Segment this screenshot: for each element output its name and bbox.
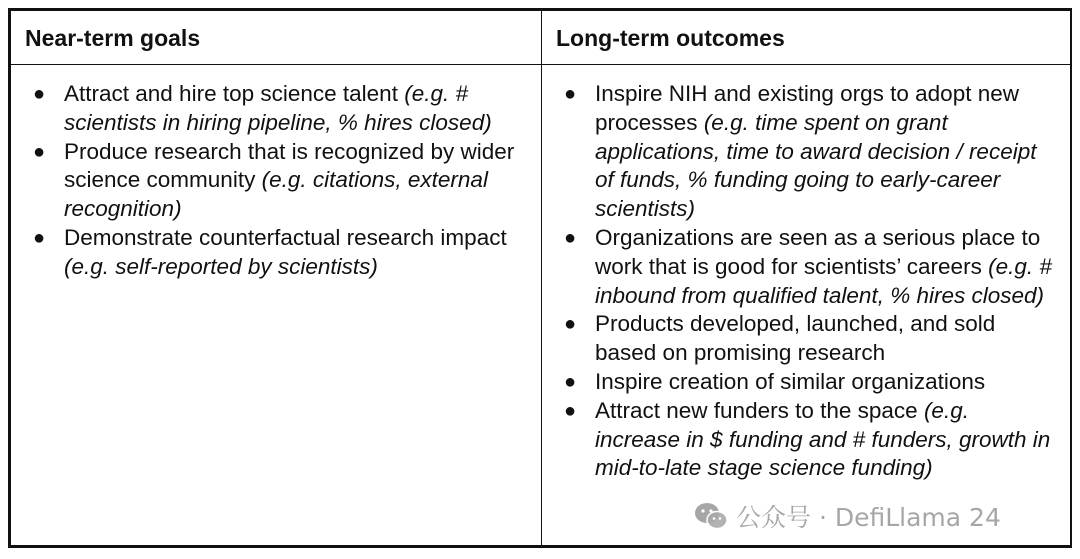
near-term-cell: [11, 65, 542, 546]
bullet-icon: ●: [33, 140, 46, 163]
bullet-icon: ●: [564, 226, 577, 249]
header-near-term-goals: Near-term goals: [11, 11, 542, 65]
list-item: [556, 368, 1060, 397]
goals-outcomes-table-frame: [8, 8, 1072, 548]
item-note: (e.g. increase in $ funding and # funders, growth in mid-to-late stage science funding): [595, 397, 1051, 481]
item-note: (e.g. self-reported by scientists): [64, 253, 378, 279]
list-item: [556, 80, 1060, 224]
watermark-text: 公众号 · DefiLlama 24: [736, 503, 1001, 532]
bullet-icon: ●: [564, 83, 577, 105]
list-item: [25, 80, 531, 138]
list-item: [556, 397, 1060, 483]
near-term-list: [25, 80, 531, 282]
item-text: Produce research that is recognized by wider science community: [64, 138, 515, 193]
item-text: Attract and hire top science talent: [64, 81, 405, 106]
item-text: Attract new funders to the space: [595, 397, 924, 423]
item-note: (e.g. time spent on grant applications, time to award decision / receipt of funds, % funding going to early-career scientists): [595, 109, 1037, 222]
bullet-icon: ●: [564, 399, 577, 422]
item-note: (e.g. citations, external recognition): [64, 167, 488, 222]
long-term-cell: [542, 65, 1071, 546]
list-item: [25, 138, 531, 224]
list-item: [25, 224, 531, 282]
goals-outcomes-table: [10, 10, 1071, 546]
item-note: (e.g. # inbound from qualified talent, % hires closed): [595, 253, 1052, 308]
item-note: (e.g. # scientists in hiring pipeline, % hires closed): [64, 81, 492, 135]
item-text: Inspire NIH and existing orgs to adopt new processes: [595, 81, 1019, 135]
bullet-icon: ●: [564, 370, 577, 393]
item-text: Products developed, launched, and sold based on promising research: [595, 311, 996, 366]
item-text: Demonstrate counterfactual research impact: [64, 224, 507, 250]
bullet-icon: ●: [33, 83, 46, 105]
bullet-icon: ●: [33, 226, 46, 249]
list-item: [556, 224, 1060, 310]
bullet-icon: ●: [564, 313, 577, 336]
long-term-list: [556, 80, 1060, 483]
item-text: Inspire creation of similar organizations: [595, 368, 986, 394]
item-text: Organizations are seen as a serious place to work that is good for scientists’ careers: [595, 224, 1041, 279]
header-long-term-outcomes: Long-term outcomes: [542, 11, 1071, 65]
table-body-row: [11, 65, 1071, 546]
table-header-row: [11, 11, 1071, 65]
list-item: [556, 310, 1060, 368]
